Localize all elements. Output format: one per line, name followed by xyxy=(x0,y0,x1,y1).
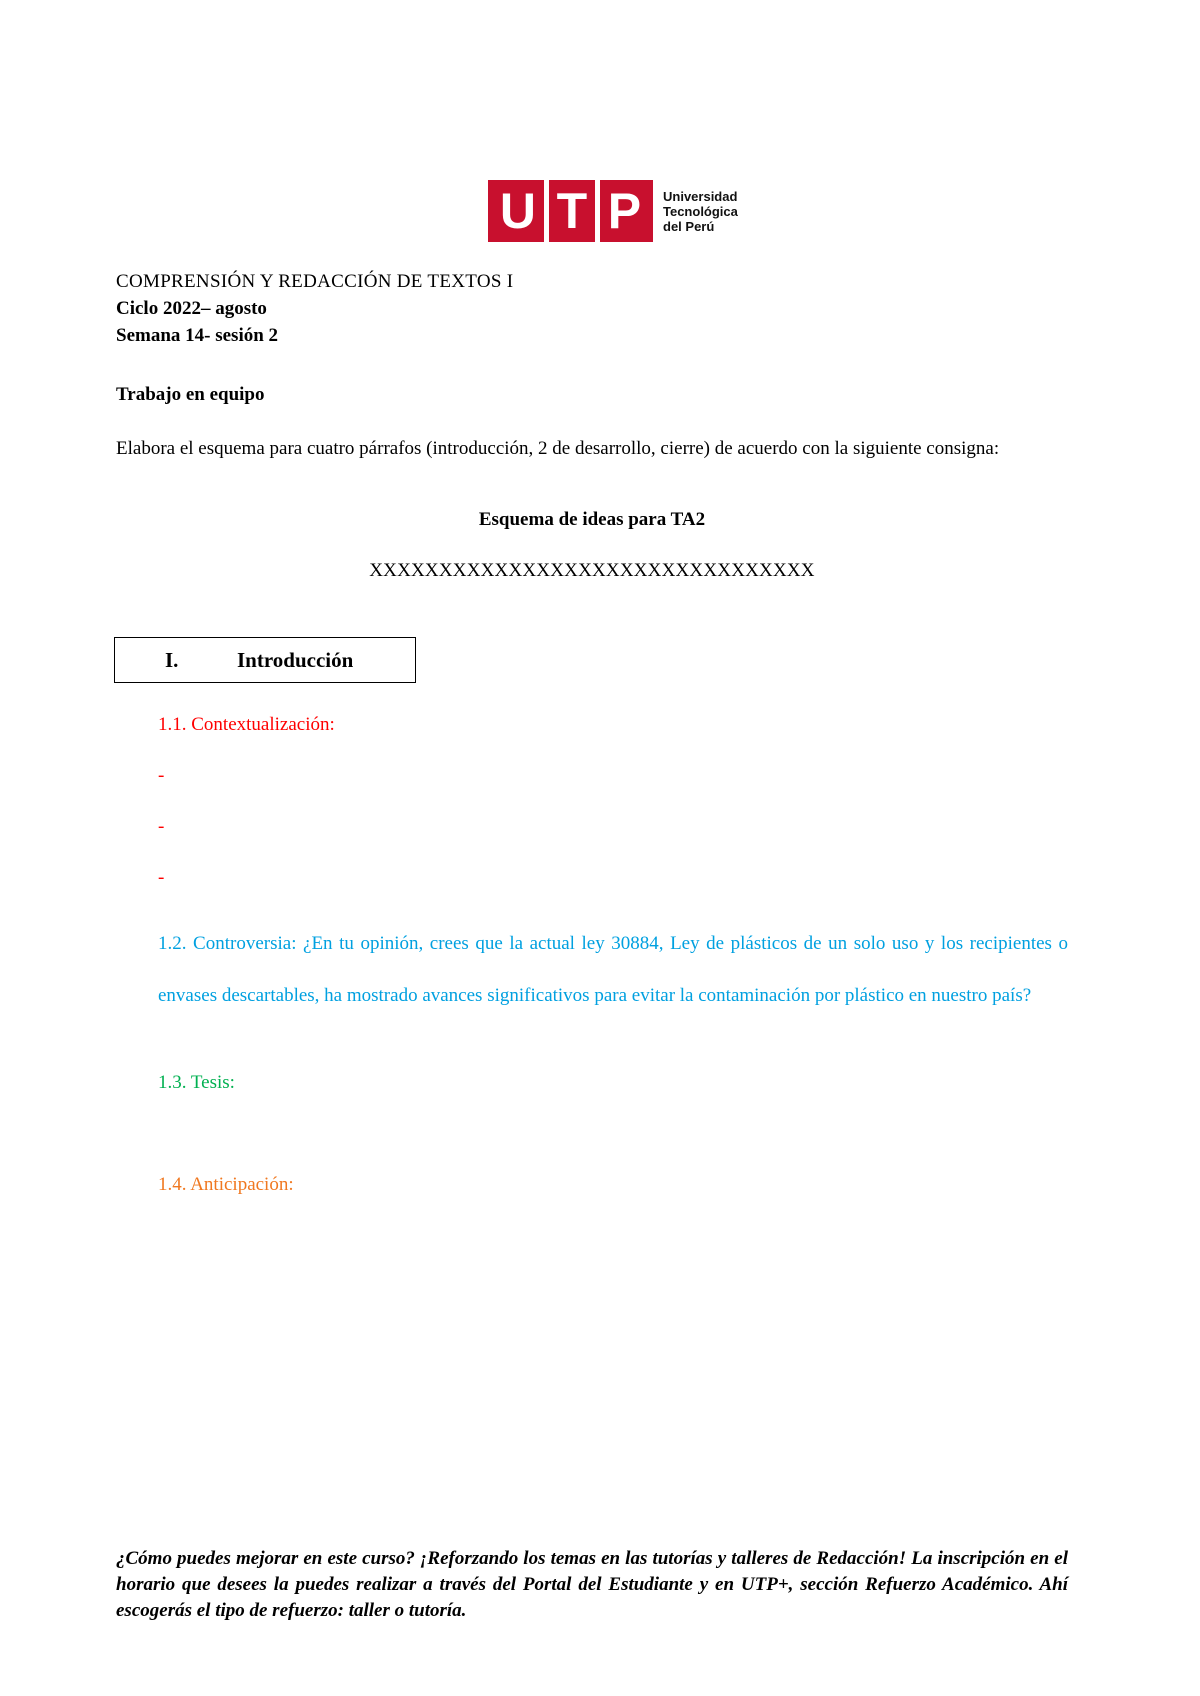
logo-letter-p: P xyxy=(607,183,642,239)
week-label: Semana 14- sesión 2 xyxy=(116,325,279,346)
logo-text-line: Universidad xyxy=(663,188,738,204)
logo-wordmark xyxy=(663,189,738,234)
section-number: I. xyxy=(165,647,179,672)
thesis-item: 1.3. Tesis: xyxy=(158,1072,235,1093)
anticipation-item: 1.4. Anticipación: xyxy=(158,1174,294,1195)
logo-separator xyxy=(544,180,549,242)
logo-mark xyxy=(488,180,653,242)
contextualization-item: 1.1. Contextualización: xyxy=(158,714,335,735)
document-header xyxy=(116,268,513,349)
bullet-dash: - xyxy=(158,765,165,786)
course-title: COMPRENSIÓN Y REDACCIÓN DE TEXTOS I xyxy=(116,271,514,292)
section-title: Introducción xyxy=(237,647,354,672)
cycle-label: Ciclo 2022– agosto xyxy=(116,298,267,319)
controversy-item: 1.2. Controversia: ¿En tu opinión, crees que la actual ley 30884, Ley de plásticos de un solo uso y los recipientes o envases descartables, ha mostrado avances significativos para evitar la contaminación por plástico en nuestro país? xyxy=(158,933,1068,1006)
logo-text-line: Tecnológica xyxy=(663,203,738,219)
logo-letter-u: U xyxy=(499,183,536,239)
team-work-heading: Trabajo en equipo xyxy=(116,384,265,405)
logo-text-line: del Perú xyxy=(663,218,715,234)
bullet-dash: - xyxy=(158,816,165,837)
placeholder-title: XXXXXXXXXXXXXXXXXXXXXXXXXXXXXXXX xyxy=(369,560,815,581)
schema-title: Esquema de ideas para TA2 xyxy=(478,509,706,530)
bullet-dash: - xyxy=(158,867,165,888)
footer-note: ¿Cómo puedes mejorar en este curso? ¡Reforzando los temas en las tutorías y talleres de Redacción! La inscripción en el horario que desees la puedes realizar a través del Portal del Estudiante y en UTP+, sección Refuerzo Académico. Ahí escogerás el tipo de refuerzo: taller o tutoría. xyxy=(116,1548,1068,1621)
instruction-paragraph: Elabora el esquema para cuatro párrafos (introducción, 2 de desarrollo, cierre) de acuerdo con la siguiente consigna: xyxy=(116,438,1000,459)
logo-separator xyxy=(595,180,600,242)
utp-logo xyxy=(488,180,744,242)
section-introduction-box xyxy=(114,637,416,683)
logo-letter-t: T xyxy=(556,183,588,239)
